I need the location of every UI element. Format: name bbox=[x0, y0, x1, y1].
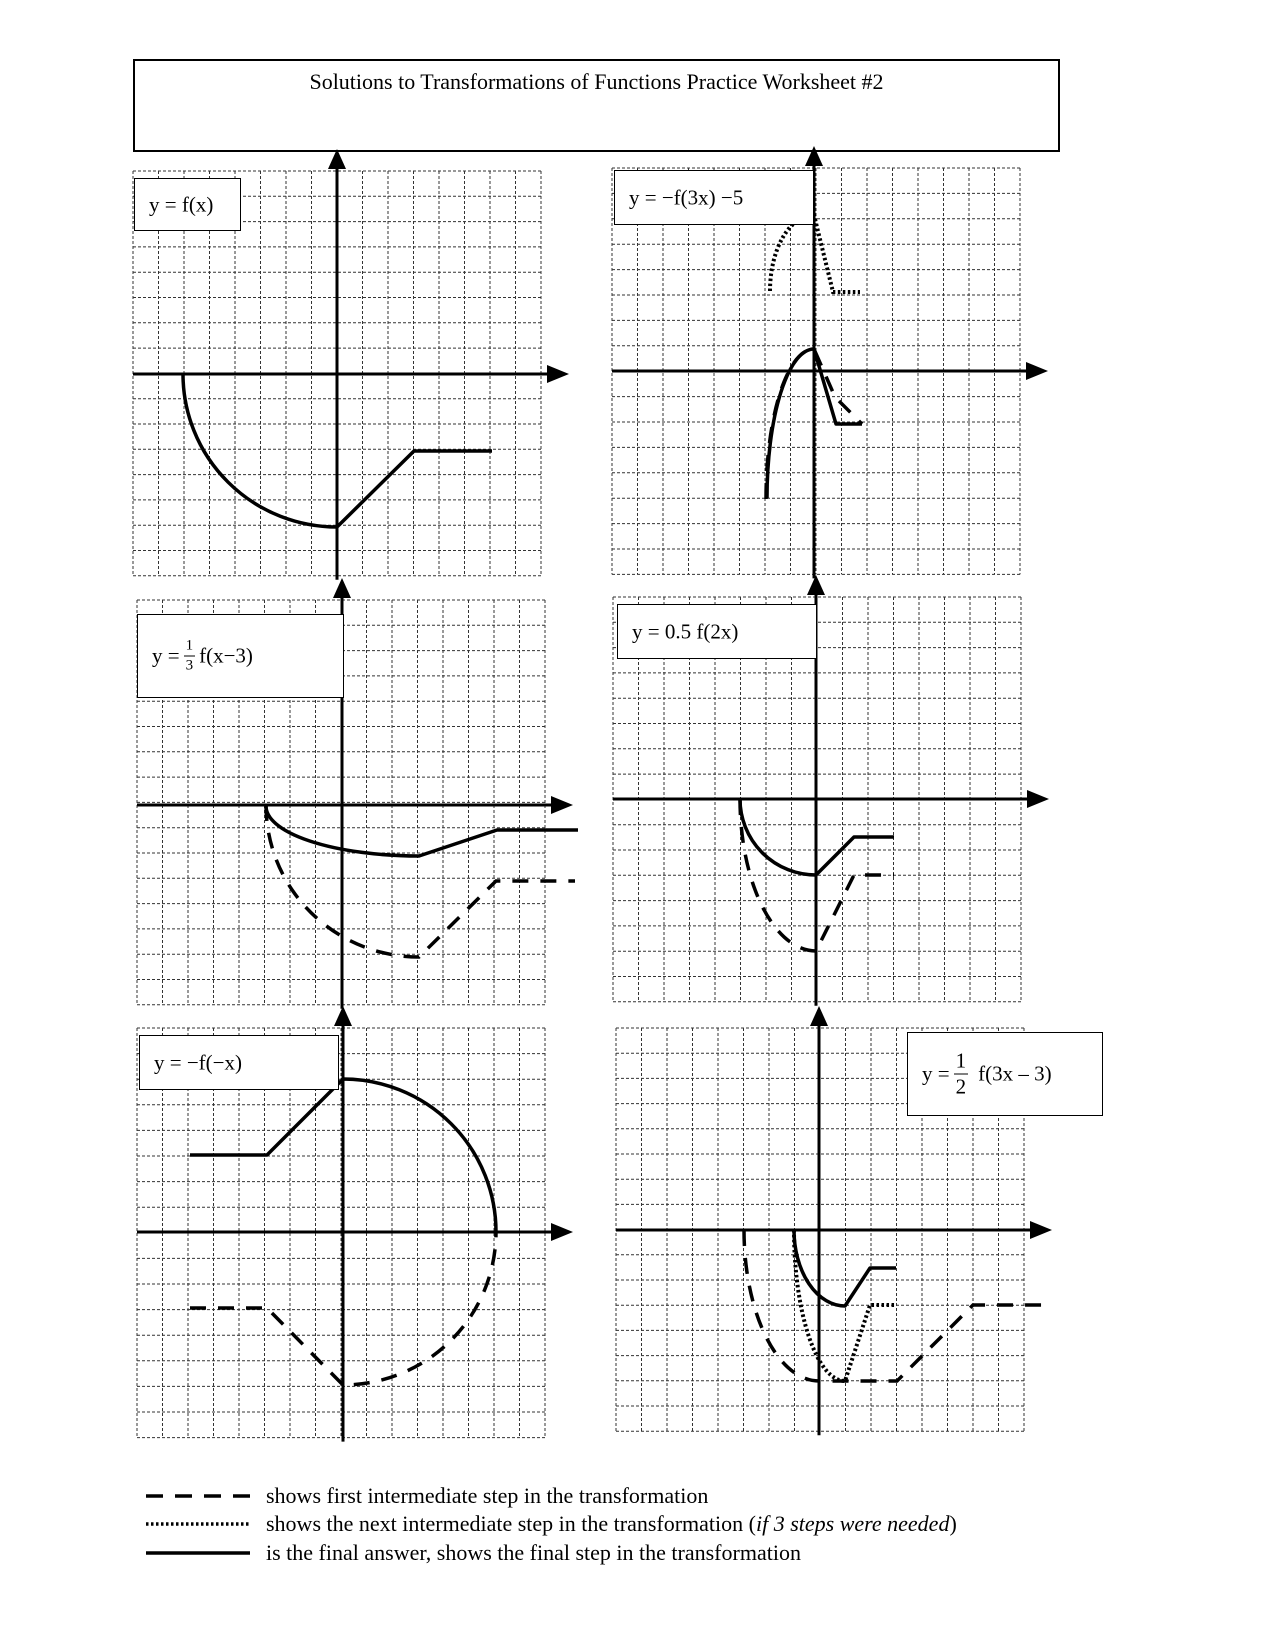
page-title: Solutions to Transformations of Functions Practice Worksheet #2 bbox=[309, 69, 884, 94]
graph-3-label bbox=[137, 614, 344, 698]
x-axis-arrow bbox=[1030, 1221, 1052, 1239]
y-axis-arrow bbox=[807, 575, 825, 595]
y-axis-arrow bbox=[334, 1006, 352, 1026]
graph-6-label bbox=[907, 1032, 1103, 1116]
legend-dotted bbox=[146, 1511, 957, 1537]
y-axis-arrow bbox=[805, 146, 823, 166]
y-axis-arrow bbox=[333, 578, 351, 598]
solid-line-sample bbox=[146, 1550, 250, 1556]
graph-1-label bbox=[134, 178, 241, 231]
y-axis-arrow bbox=[810, 1006, 828, 1026]
legend-dotted-text-end: ) bbox=[949, 1511, 957, 1536]
legend-dashed bbox=[146, 1483, 708, 1509]
graph-4-equation: y = 0.5 f(2x) bbox=[632, 619, 739, 643]
legend-dashed-text: shows first intermediate step in the transformation bbox=[266, 1483, 709, 1508]
graph-2-label bbox=[614, 170, 814, 225]
dotted-line-sample bbox=[146, 1521, 250, 1527]
x-axis-arrow bbox=[551, 796, 573, 814]
graph-3-equation-suffix: f(x−3) bbox=[199, 643, 253, 668]
graph-6-equation-suffix: f(3x – 3) bbox=[978, 1061, 1052, 1086]
graph-6-equation-prefix: y = bbox=[922, 1061, 950, 1086]
dashed-line-sample bbox=[146, 1493, 250, 1499]
graph-2-equation: y = −f(3x) −5 bbox=[629, 185, 744, 209]
x-axis-arrow bbox=[551, 1223, 573, 1241]
graph-3-fraction bbox=[184, 639, 196, 674]
legend-dotted-text bbox=[266, 1511, 957, 1537]
graph-5-equation: y = −f(−x) bbox=[154, 1050, 243, 1074]
graph-4-label bbox=[617, 604, 817, 659]
x-axis-arrow bbox=[547, 365, 569, 383]
x-axis-arrow bbox=[1026, 362, 1048, 380]
x-axis-arrow bbox=[1027, 790, 1049, 808]
graph-3-fraction-numerator: 1 bbox=[184, 639, 196, 657]
legend-dotted-text-italic: if 3 steps were needed bbox=[755, 1511, 950, 1536]
graph-3-fraction-denominator: 3 bbox=[185, 657, 194, 674]
graph-6-fraction bbox=[954, 1048, 969, 1099]
graph-3-final-curve bbox=[266, 805, 578, 856]
legend-solid bbox=[146, 1540, 801, 1566]
graph-3-equation-prefix: y = bbox=[152, 643, 180, 668]
graph-1-equation: y = f(x) bbox=[149, 192, 214, 216]
graph-6-fraction-numerator: 1 bbox=[955, 1048, 967, 1073]
graph-5-label bbox=[139, 1035, 339, 1090]
graph-6-fraction-denominator: 2 bbox=[955, 1074, 967, 1099]
y-axis-arrow bbox=[328, 149, 346, 169]
legend-solid-text: is the final answer, shows the final step in the transformation bbox=[266, 1540, 801, 1565]
legend-dotted-text-start: shows the next intermediate step in the transformation ( bbox=[266, 1511, 756, 1536]
